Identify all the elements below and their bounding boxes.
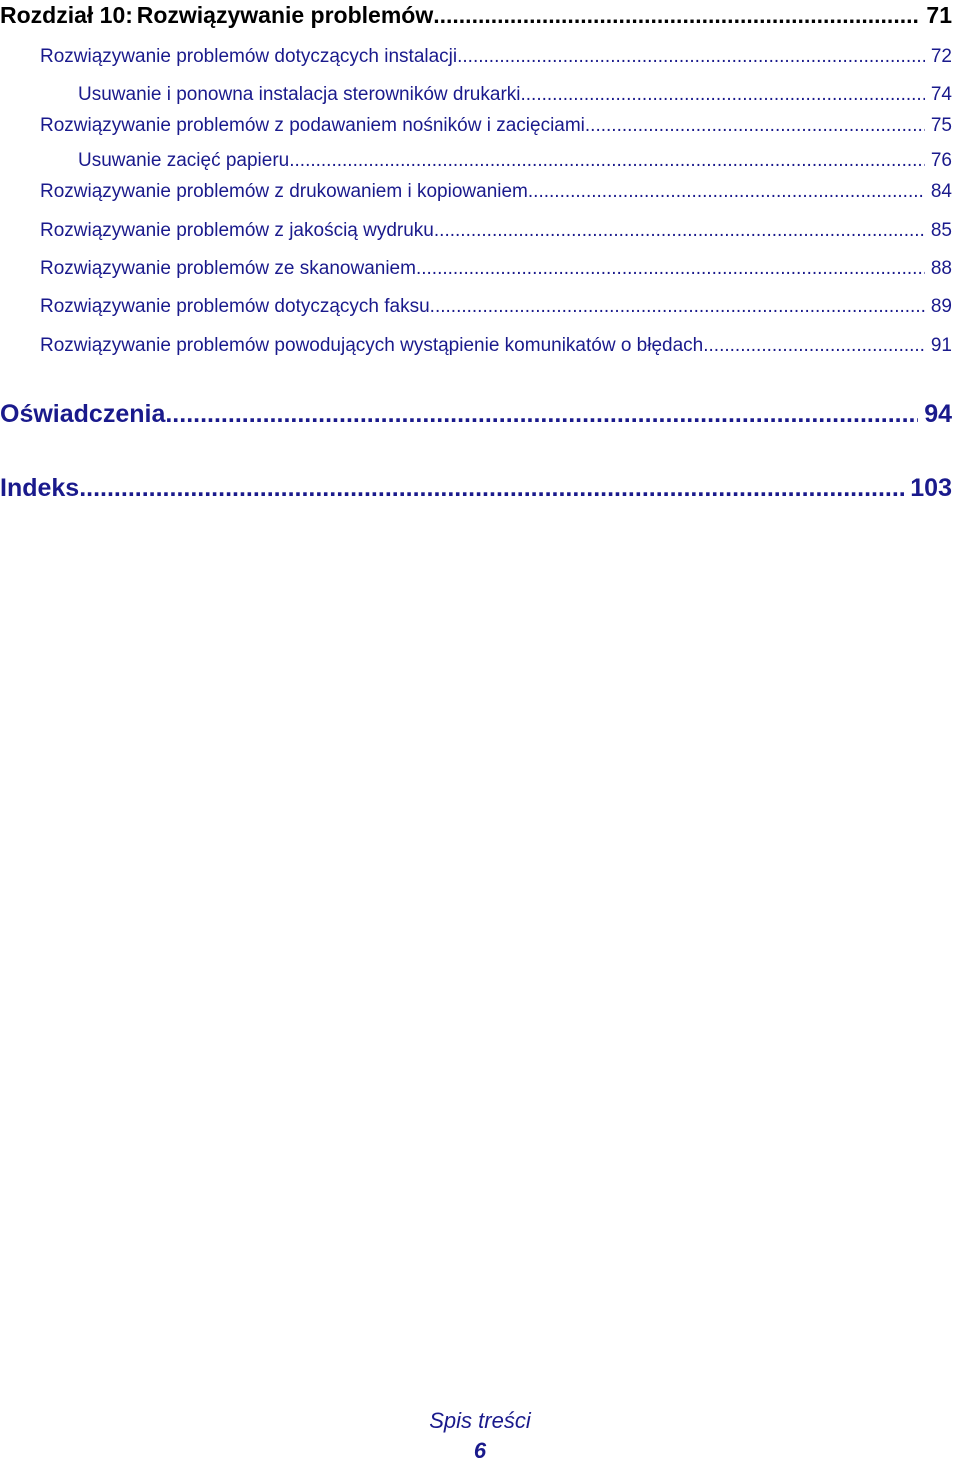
dot-leader: [585, 115, 925, 137]
dot-leader: [434, 220, 925, 242]
entry-title: Usuwanie zacięć papieru: [78, 150, 290, 171]
footer-page-number: 6: [473, 1438, 487, 1463]
toc-entry[interactable]: [0, 84, 952, 106]
page-number: 76: [930, 150, 952, 171]
dot-leader: [165, 400, 918, 429]
page-number: 88: [930, 258, 952, 279]
toc-entry[interactable]: [0, 115, 952, 137]
toc-entry[interactable]: [0, 296, 952, 318]
entry-title: Usuwanie i ponowna instalacja sterowników drukarki: [78, 84, 521, 105]
dot-leader: [457, 46, 925, 68]
entry-title: Rozwiązywanie problemów powodujących wystąpienie komunikatów o błędach: [40, 335, 704, 356]
footer-section-title: Spis treści: [429, 1408, 531, 1433]
dot-leader: [416, 258, 925, 280]
entry-title: Rozwiązywanie problemów ze skanowaniem: [40, 258, 416, 279]
toc-entry[interactable]: [0, 258, 952, 280]
page-number: 91: [930, 335, 952, 356]
dot-leader: [430, 296, 925, 318]
page-number: 72: [930, 46, 952, 67]
toc-entry[interactable]: [0, 46, 952, 68]
entry-title: Rozwiązywanie problemów z drukowaniem i kopiowaniem: [40, 181, 528, 202]
dot-leader: [528, 181, 925, 203]
chapter-label: Rozdział 10:: [0, 2, 133, 28]
entry-title: Rozwiązywanie problemów z jakością wydruku: [40, 220, 434, 241]
page-number: 71: [926, 2, 952, 28]
section-title: Oświadczenia: [0, 400, 166, 428]
toc-entry[interactable]: [0, 335, 952, 357]
entry-title: Rozwiązywanie problemów dotyczących instalacji: [40, 46, 458, 67]
page-number: 75: [930, 115, 952, 136]
dot-leader: [79, 474, 904, 503]
page-number: 103: [910, 474, 952, 502]
dot-leader: [703, 335, 925, 357]
toc-entry[interactable]: [0, 181, 952, 203]
toc-section-oswiadczenia[interactable]: [0, 400, 952, 429]
page-number: 94: [924, 400, 952, 428]
page-number: 84: [930, 181, 952, 202]
dot-leader: [521, 84, 925, 106]
toc-entry[interactable]: [0, 150, 952, 172]
page-number: 74: [930, 84, 952, 105]
entry-title: Rozwiązywanie problemów dotyczących faksu: [40, 296, 430, 317]
page-number: 85: [930, 220, 952, 241]
toc-chapter-10[interactable]: [0, 2, 952, 29]
toc-section-indeks[interactable]: [0, 474, 952, 503]
dot-leader: [289, 150, 925, 172]
toc-entry[interactable]: [0, 220, 952, 242]
chapter-title: Rozwiązywanie problemów: [136, 2, 434, 28]
entry-title: Rozwiązywanie problemów z podawaniem nośników i zacięciami: [40, 115, 585, 136]
page-number: 89: [930, 296, 952, 317]
dot-leader: [433, 2, 920, 29]
section-title: Indeks: [0, 474, 80, 502]
